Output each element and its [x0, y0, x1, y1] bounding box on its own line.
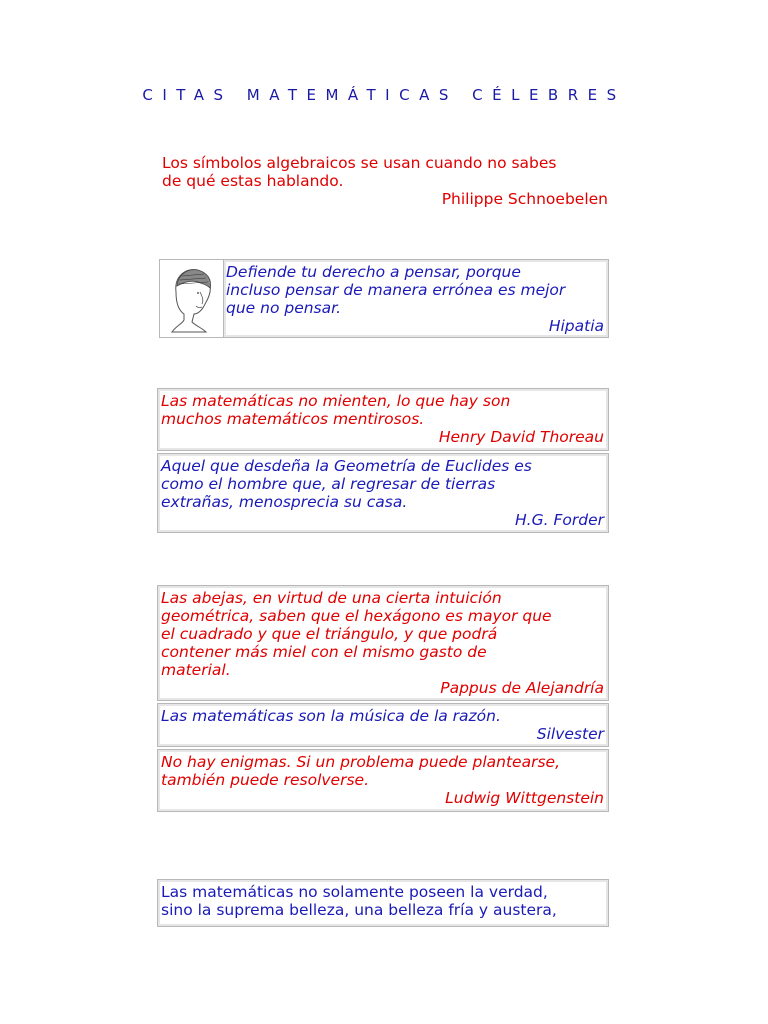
quote-line: Aquel que desdeña la Geometría de Euclides es: [161, 457, 532, 475]
quote-line: muchos matemáticos mentirosos.: [161, 410, 425, 428]
quote-author: Pappus de Alejandría: [440, 679, 604, 697]
quote-line: el cuadrado y que el triángulo, y que podrá: [161, 625, 498, 643]
quote-line: No hay enigmas. Si un problema puede plantearse,: [161, 753, 560, 771]
quote-line: también puede resolverse.: [161, 771, 370, 789]
quote-belleza: [157, 879, 609, 927]
quote-line: Las matemáticas no mienten, lo que hay son: [161, 392, 511, 410]
quote-line: que no pensar.: [226, 299, 342, 317]
quote-line: Defiende tu derecho a pensar, porque: [226, 263, 521, 281]
quote-line: Las abejas, en virtud de una cierta intuición: [161, 589, 502, 607]
quote-forder: [157, 453, 609, 533]
quote-schnoebelen: [162, 154, 608, 208]
quote-wittgenstein: [157, 749, 609, 812]
quote-author: Philippe Schnoebelen: [441, 190, 608, 208]
page-title: CITAS MATEMÁTICAS CÉLEBRES: [142, 86, 626, 104]
quote-line: material.: [161, 661, 231, 679]
hypatia-portrait-icon: [162, 262, 222, 336]
quote-line: sino la suprema belleza, una belleza fría y austera,: [161, 901, 557, 919]
portrait-cell: [159, 259, 224, 338]
quote-line: geométrica, saben que el hexágono es mayor que: [161, 607, 552, 625]
quote-author: H.G. Forder: [515, 511, 604, 529]
quote-thoreau: [157, 388, 609, 451]
quote-line: Las matemáticas son la música de la razón.: [161, 707, 501, 725]
quote-author: Hipatia: [548, 317, 604, 335]
quote-author: Henry David Thoreau: [438, 428, 604, 446]
quote-pappus: [157, 585, 609, 701]
quote-line: extrañas, menosprecia su casa.: [161, 493, 408, 511]
quote-line: Los símbolos algebraicos se usan cuando no sabes: [162, 154, 557, 172]
quote-line: de qué estas hablando.: [162, 172, 344, 190]
quote-author: Ludwig Wittgenstein: [445, 789, 604, 807]
quote-hipatia: [223, 259, 609, 338]
quote-silvester: [157, 703, 609, 747]
quote-author: Silvester: [536, 725, 604, 743]
quote-line: incluso pensar de manera errónea es mejor: [226, 281, 566, 299]
quote-line: contener más miel con el mismo gasto de: [161, 643, 487, 661]
quote-line: como el hombre que, al regresar de tierras: [161, 475, 496, 493]
quote-line: Las matemáticas no solamente poseen la verdad,: [161, 883, 548, 901]
